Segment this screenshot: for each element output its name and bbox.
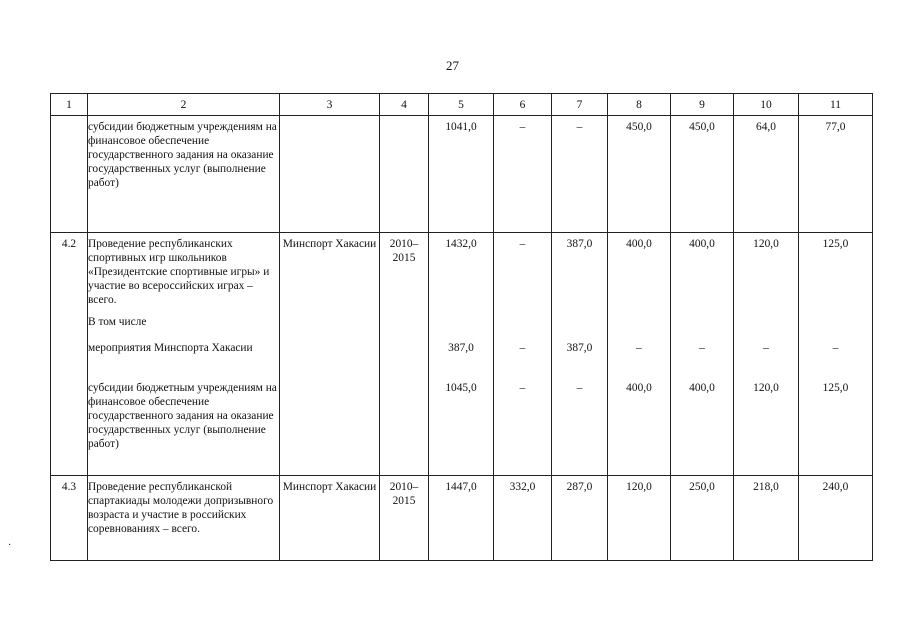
row-value: 218,0 bbox=[734, 476, 799, 561]
table-row bbox=[51, 315, 873, 341]
row-value: 1432,0 bbox=[429, 233, 494, 316]
row-value: 387,0 bbox=[552, 233, 608, 316]
row-executor: Минспорт Хакасии bbox=[280, 233, 380, 316]
row-value: – bbox=[494, 381, 552, 476]
row-executor: Минспорт Хакасии bbox=[280, 476, 380, 561]
table-row bbox=[51, 233, 873, 316]
row-executor bbox=[280, 315, 380, 341]
row-value: 125,0 bbox=[799, 233, 873, 316]
column-header: 5 bbox=[429, 94, 494, 116]
row-value: – bbox=[552, 116, 608, 233]
column-header: 6 bbox=[494, 94, 552, 116]
row-value: 120,0 bbox=[734, 233, 799, 316]
row-number bbox=[51, 381, 88, 476]
row-value: – bbox=[671, 341, 734, 381]
row-value: 450,0 bbox=[608, 116, 671, 233]
table-row bbox=[51, 116, 873, 233]
row-period: 2010–2015 bbox=[380, 233, 429, 316]
row-executor bbox=[280, 341, 380, 381]
header-row bbox=[51, 94, 873, 116]
row-period: 2010–2015 bbox=[380, 476, 429, 561]
stray-mark: · bbox=[8, 540, 12, 551]
row-value: 400,0 bbox=[671, 233, 734, 316]
row-value: 387,0 bbox=[429, 341, 494, 381]
table-row bbox=[51, 476, 873, 561]
row-name: мероприятия Минспорта Хакасии bbox=[88, 341, 280, 381]
column-header: 1 bbox=[51, 94, 88, 116]
row-name: Проведение республиканской спартакиады молодежи допризывного возраста и участие в российских соревнованиях – всего. bbox=[88, 476, 280, 561]
row-value: 387,0 bbox=[552, 341, 608, 381]
row-number: 4.3 bbox=[51, 476, 88, 561]
row-value: – bbox=[608, 341, 671, 381]
column-header: 7 bbox=[552, 94, 608, 116]
row-period bbox=[380, 315, 429, 341]
program-table bbox=[50, 93, 873, 561]
row-value: – bbox=[799, 341, 873, 381]
row-value: 1041,0 bbox=[429, 116, 494, 233]
column-header: 9 bbox=[671, 94, 734, 116]
column-header: 2 bbox=[88, 94, 280, 116]
row-value bbox=[799, 315, 873, 341]
row-value: 125,0 bbox=[799, 381, 873, 476]
column-header: 8 bbox=[608, 94, 671, 116]
row-value: 400,0 bbox=[671, 381, 734, 476]
row-value: 120,0 bbox=[734, 381, 799, 476]
row-executor bbox=[280, 381, 380, 476]
row-value: – bbox=[494, 341, 552, 381]
row-value bbox=[494, 315, 552, 341]
row-value: 400,0 bbox=[608, 381, 671, 476]
column-header: 4 bbox=[380, 94, 429, 116]
row-period bbox=[380, 341, 429, 381]
row-number bbox=[51, 315, 88, 341]
row-value: – bbox=[494, 116, 552, 233]
table-row bbox=[51, 381, 873, 476]
row-value bbox=[671, 315, 734, 341]
row-value: 64,0 bbox=[734, 116, 799, 233]
row-period bbox=[380, 116, 429, 233]
row-value: 1045,0 bbox=[429, 381, 494, 476]
table-row bbox=[51, 341, 873, 381]
row-name: субсидии бюджетным учреждениям на финансовое обеспечение государственного задания на оказание государственных услуг (выполнение работ) bbox=[88, 116, 280, 233]
row-name: Проведение республиканских спортивных игр школьников «Президентские спортивные игры» и участие во всероссийских играх – всего. bbox=[88, 233, 280, 316]
row-executor bbox=[280, 116, 380, 233]
row-value: 77,0 bbox=[799, 116, 873, 233]
row-value: 240,0 bbox=[799, 476, 873, 561]
row-period bbox=[380, 381, 429, 476]
row-value bbox=[734, 315, 799, 341]
row-value: 332,0 bbox=[494, 476, 552, 561]
row-value: 1447,0 bbox=[429, 476, 494, 561]
row-value bbox=[552, 315, 608, 341]
row-value: – bbox=[552, 381, 608, 476]
row-value: 250,0 bbox=[671, 476, 734, 561]
row-value: 287,0 bbox=[552, 476, 608, 561]
row-value: – bbox=[494, 233, 552, 316]
row-value: 400,0 bbox=[608, 233, 671, 316]
column-header: 11 bbox=[799, 94, 873, 116]
row-name: В том числе bbox=[88, 315, 280, 341]
row-value: 120,0 bbox=[608, 476, 671, 561]
row-number bbox=[51, 116, 88, 233]
row-name: субсидии бюджетным учреждениям на финансовое обеспечение государственного задания на оказание государственных услуг (выполнение работ) bbox=[88, 381, 280, 476]
row-number bbox=[51, 341, 88, 381]
row-value bbox=[608, 315, 671, 341]
row-number: 4.2 bbox=[51, 233, 88, 316]
row-value: 450,0 bbox=[671, 116, 734, 233]
column-header: 10 bbox=[734, 94, 799, 116]
row-value: – bbox=[734, 341, 799, 381]
row-value bbox=[429, 315, 494, 341]
page-number: 27 bbox=[446, 58, 459, 73]
column-header: 3 bbox=[280, 94, 380, 116]
